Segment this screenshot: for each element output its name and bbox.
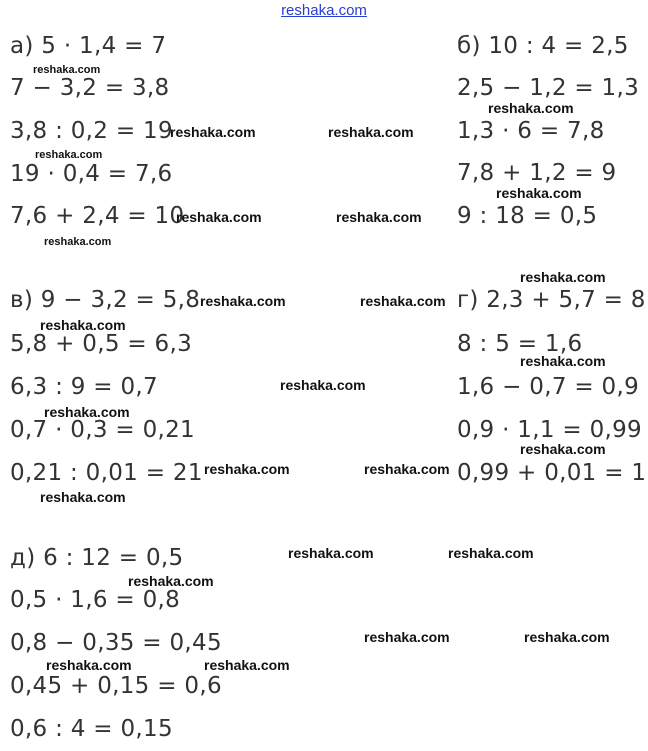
watermark: reshaka.com — [364, 629, 450, 645]
equation-line: 0,6 : 4 = 0,15 — [10, 716, 173, 742]
watermark: reshaka.com — [44, 404, 130, 420]
watermark: reshaka.com — [40, 317, 126, 333]
equation-line: а) 5 · 1,4 = 7 — [10, 33, 167, 59]
watermark: reshaka.com — [520, 441, 606, 457]
watermark: reshaka.com — [360, 293, 446, 309]
equation-line: 3,8 : 0,2 = 19 — [10, 118, 173, 144]
equation-line: 7 − 3,2 = 3,8 — [10, 75, 170, 101]
equation-line: 0,9 · 1,1 = 0,99 — [457, 417, 642, 443]
equation-line: 0,21 : 0,01 = 21 — [10, 460, 203, 486]
watermark: reshaka.com — [44, 236, 112, 248]
watermark: reshaka.com — [520, 269, 606, 285]
watermark: reshaka.com — [200, 293, 286, 309]
site-header-text: reshaka.com — [281, 2, 367, 19]
watermark: reshaka.com — [364, 461, 450, 477]
watermark: reshaka.com — [128, 573, 214, 589]
site-header-link[interactable] — [0, 2, 648, 19]
watermark: reshaka.com — [35, 149, 103, 161]
watermark: reshaka.com — [204, 657, 290, 673]
equation-line: 7,6 + 2,4 = 10 — [10, 203, 185, 229]
equation-line: д) 6 : 12 = 0,5 — [10, 545, 184, 571]
watermark: reshaka.com — [520, 353, 606, 369]
watermark: reshaka.com — [170, 124, 256, 140]
equation-line: 0,5 · 1,6 = 0,8 — [10, 587, 181, 613]
watermark: reshaka.com — [280, 377, 366, 393]
equation-line: 2,5 − 1,2 = 1,3 — [457, 75, 640, 101]
watermark: reshaka.com — [496, 185, 582, 201]
equation-line: 1,3 · 6 = 7,8 — [457, 118, 605, 144]
equation-line: 0,45 + 0,15 = 0,6 — [10, 673, 222, 699]
watermark: reshaka.com — [448, 545, 534, 561]
watermark: reshaka.com — [46, 657, 132, 673]
watermark: reshaka.com — [33, 64, 101, 76]
equation-line: 0,99 + 0,01 = 1 — [457, 460, 647, 486]
watermark: reshaka.com — [204, 461, 290, 477]
watermark: reshaka.com — [176, 209, 262, 225]
equation-line: 0,7 · 0,3 = 0,21 — [10, 417, 195, 443]
watermark: reshaka.com — [40, 489, 126, 505]
watermark: reshaka.com — [288, 545, 374, 561]
equation-line: в) 9 − 3,2 = 5,8 — [10, 287, 201, 313]
watermark: reshaka.com — [336, 209, 422, 225]
watermark: reshaka.com — [524, 629, 610, 645]
equation-line: 7,8 + 1,2 = 9 — [457, 160, 617, 186]
equation-line: 8 : 5 = 1,6 — [457, 331, 583, 357]
equation-line: г) 2,3 + 5,7 = 8 — [457, 287, 646, 313]
equation-line: 19 · 0,4 = 7,6 — [10, 161, 173, 187]
equation-line: 9 : 18 = 0,5 — [457, 203, 598, 229]
watermark: reshaka.com — [328, 124, 414, 140]
equation-line: 1,6 − 0,7 = 0,9 — [457, 374, 640, 400]
watermark: reshaka.com — [488, 100, 574, 116]
equation-line: 0,8 − 0,35 = 0,45 — [10, 630, 222, 656]
equation-line: 6,3 : 9 = 0,7 — [10, 374, 158, 400]
equation-line: 5,8 + 0,5 = 6,3 — [10, 331, 193, 357]
equation-line: б) 10 : 4 = 2,5 — [457, 33, 629, 59]
